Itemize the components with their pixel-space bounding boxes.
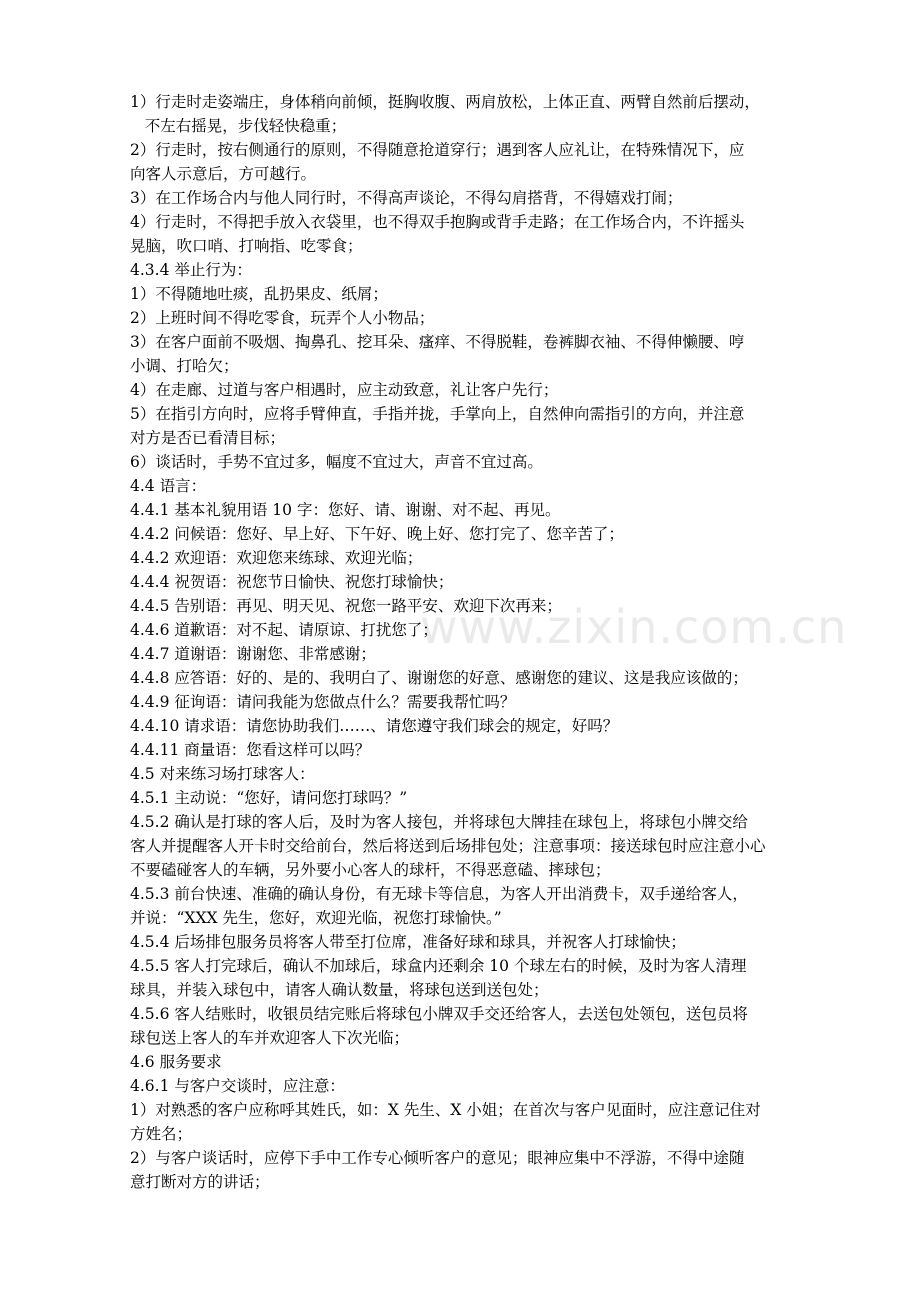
paragraph: 2）上班时间不得吃零食，玩弄个人小物品； xyxy=(130,309,435,327)
paragraph: 4.4.1 基本礼貌用语 10 字：您好、请、谢谢、对不起、再见。 xyxy=(130,501,561,519)
paragraph: 2）行走时，按右侧通行的原则，不得随意抢道穿行；遇到客人应礼让，在特殊情况下，应 向客人示意后，方可越行。 xyxy=(130,141,745,183)
paragraph: 3）在客户面前不吸烟、掏鼻孔、挖耳朵、瘙痒、不得脱鞋，卷裤脚衣袖、不得伸懒腰、哼 小调、打哈欠； xyxy=(130,333,745,375)
paragraph: 4.4.9 征询语：请问我能为您做点什么？需要我帮忙吗？ xyxy=(130,693,516,711)
paragraph: 4）在走廊、过道与客户相遇时，应主动致意，礼让客户先行； xyxy=(130,381,559,399)
paragraph: 4.5.5 客人打完球后，确认不加球后，球盒内还剩余 10 个球左右的时候，及时为客人清理 球具，并装入球包中，请客人确认数量，将球包送到送包处； xyxy=(130,957,747,999)
paragraph: 1）不得随地吐痰，乱扔果皮、纸屑； xyxy=(130,285,388,303)
paragraph: 4.4.7 道谢语：谢谢您、非常感谢； xyxy=(130,645,376,663)
paragraph: 1）对熟悉的客户应称呼其姓氏，如：X 先生、X 小姐；在首次与客户见面时，应注意记住对 方姓名； xyxy=(130,1101,761,1143)
section-heading: 4.6 服务要求 xyxy=(130,1053,222,1071)
paragraph: 3）在工作场合内与他人同行时，不得高声谈论，不得勾肩搭背，不得嬉戏打闹； xyxy=(130,189,683,207)
paragraph: 4.5.2 确认是打球的客人后，及时为客人接包，并将球包大牌挂在球包上，将球包小牌交给 客人并提醒客人开卡时交给前台，然后将送到后场排包处；注意事项：接送球包时应注意小心 不要磕碰客人的车辆，另外要小心客人的球杆，不得恶意磕、摔球包； xyxy=(130,813,766,879)
paragraph: 6）谈话时，手势不宜过多，幅度不宜过大，声音不宜过高。 xyxy=(130,453,543,471)
paragraph: 4.5.3 前台快速、准确的确认身份，有无球卡等信息，为客人开出消费卡，双手递给客人， 并说：“XXX 先生，您好，欢迎光临，祝您打球愉快。” xyxy=(130,885,748,927)
paragraph: 4）行走时，不得把手放入衣袋里，也不得双手抱胸或背手走路；在工作场合内，不许摇头 晃脑，吹口哨、打响指、吃零食； xyxy=(130,213,745,255)
paragraph: 4.4.4 祝贺语：祝您节日愉快、祝您打球愉快； xyxy=(130,573,454,591)
section-heading: 4.3.4 举止行为： xyxy=(130,261,252,279)
paragraph: 4.4.2 欢迎语：欢迎您来练球、欢迎光临； xyxy=(130,549,423,567)
paragraph: 2）与客户谈话时，应停下手中工作专心倾听客户的意见；眼神应集中不浮游，不得中途随 意打断对方的讲话； xyxy=(130,1149,745,1191)
paragraph: 4.4.11 商量语：您看这样可以吗？ xyxy=(130,741,371,759)
paragraph: 4.6.1 与客户交谈时，应注意： xyxy=(130,1077,345,1095)
paragraph: 4.5.1 主动说：“您好，请问您打球吗？” xyxy=(130,789,408,807)
section-heading: 4.4 语言： xyxy=(130,477,207,495)
paragraph: 4.4.5 告别语：再见、明天见、祝您一路平安、欢迎下次再来； xyxy=(130,597,562,615)
watermark-text: www.zixin.com.cn xyxy=(420,600,848,654)
paragraph: 1）行走时走姿端庄，身体稍向前倾，挺胸收腹、两肩放松，上体正直、两臂自然前后摆动， 不左右摇晃，步伐轻快稳重； xyxy=(130,93,760,135)
paragraph: 4.5.4 后场排包服务员将客人带至打位席，准备好球和球具，并祝客人打球愉快； xyxy=(130,933,686,951)
paragraph: 4.4.6 道歉语：对不起、请原谅、打扰您了； xyxy=(130,621,438,639)
paragraph: 4.4.2 问候语：您好、早上好、下午好、晚上好、您打完了、您辛苦了； xyxy=(130,525,624,543)
paragraph: 4.5.6 客人结账时，收银员结完账后将球包小牌双手交还给客人，去送包处领包，送包员将 球包送上客人的车并欢迎客人下次光临； xyxy=(130,1005,748,1047)
paragraph: 4.4.8 应答语：好的、是的、我明白了、谢谢您的好意、感谢您的建议、这是我应该做的； xyxy=(130,669,748,687)
paragraph: 4.4.10 请求语：请您协助我们……、请您遵守我们球会的规定，好吗？ xyxy=(130,717,619,735)
section-heading: 4.5 对来练习场打球客人： xyxy=(130,765,315,783)
document-body xyxy=(130,90,830,1194)
paragraph: 5）在指引方向时，应将手臂伸直，手指并拢，手掌向上，自然伸向需指引的方向，并注意 对方是否已看清目标； xyxy=(130,405,745,447)
